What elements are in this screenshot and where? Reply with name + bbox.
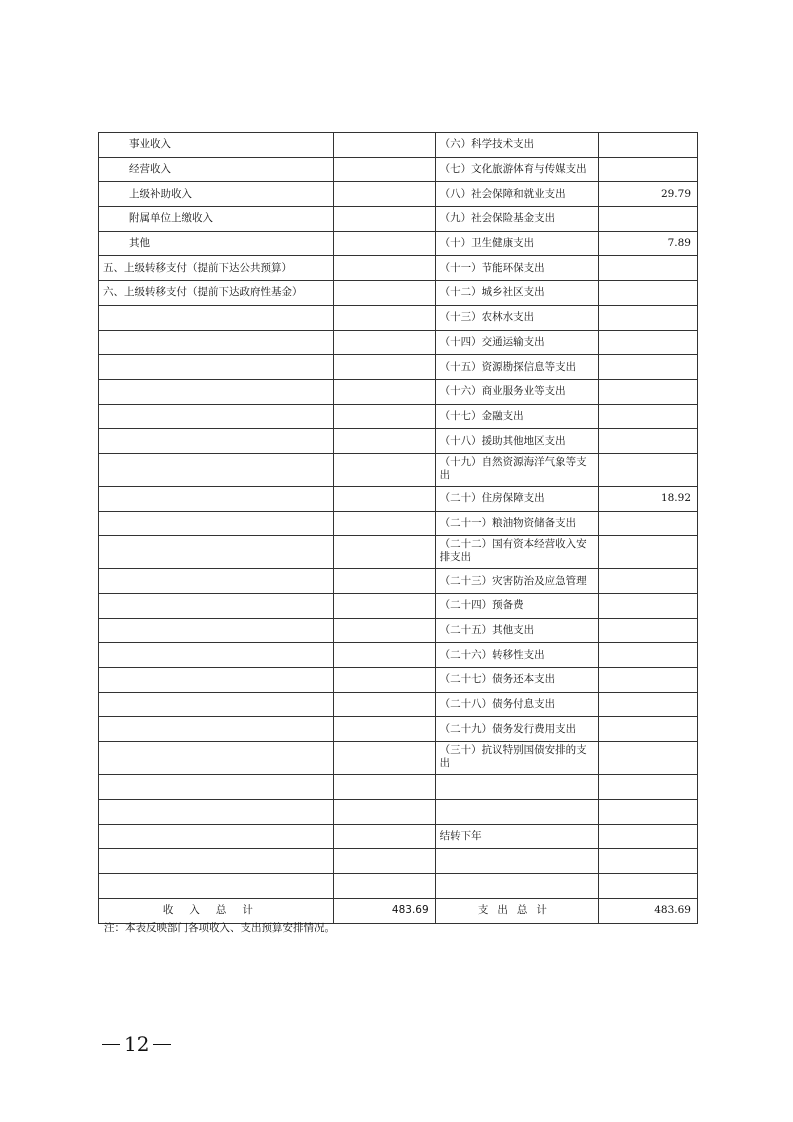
- expense-item: （十七）金融支出: [435, 404, 599, 429]
- income-item: [99, 594, 334, 619]
- table-row: [99, 207, 698, 232]
- income-amount: [333, 182, 435, 207]
- expense-amount: [599, 429, 698, 454]
- expense-item: （七）文化旅游体育与传媒支出: [435, 157, 599, 182]
- table-row: [99, 182, 698, 207]
- expense-item: （二十四）预备费: [435, 594, 599, 619]
- income-amount: [333, 429, 435, 454]
- income-item: [99, 618, 334, 643]
- income-amount: [333, 594, 435, 619]
- table-row: [99, 742, 698, 775]
- expense-item: （十二）城乡社区支出: [435, 281, 599, 306]
- expense-amount: [599, 618, 698, 643]
- table-row: [99, 305, 698, 330]
- income-amount: [333, 668, 435, 693]
- expense-item: （二十七）债务还本支出: [435, 668, 599, 693]
- income-item: [99, 569, 334, 594]
- table-row: [99, 157, 698, 182]
- expense-item: （十六）商业服务业等支出: [435, 379, 599, 404]
- income-amount: [333, 569, 435, 594]
- page-number-footer: [98, 1032, 175, 1056]
- income-item: [99, 668, 334, 693]
- expense-amount: [599, 594, 698, 619]
- income-amount: [333, 453, 435, 486]
- income-amount: [333, 281, 435, 306]
- expense-amount: 7.89: [599, 231, 698, 256]
- table-row: [99, 231, 698, 256]
- income-amount: [333, 536, 435, 569]
- table-row: [99, 404, 698, 429]
- expense-amount: [599, 305, 698, 330]
- expense-item: （十四）交通运输支出: [435, 330, 599, 355]
- table-row: [99, 873, 698, 898]
- expense-amount: [599, 404, 698, 429]
- income-item: 附属单位上缴收入: [99, 207, 334, 232]
- table-note: 注：本表反映部门各项收入、支出预算安排情况。: [104, 922, 335, 934]
- expense-amount: [599, 668, 698, 693]
- expense-item: （二十六）转移性支出: [435, 643, 599, 668]
- expense-amount: [599, 330, 698, 355]
- table-row: [99, 643, 698, 668]
- income-item: [99, 873, 334, 898]
- table-row: [99, 717, 698, 742]
- income-amount: [333, 873, 435, 898]
- income-amount: [333, 643, 435, 668]
- income-amount: [333, 355, 435, 380]
- expense-amount: [599, 775, 698, 800]
- income-item: [99, 429, 334, 454]
- table-row: [99, 775, 698, 800]
- income-amount: [333, 133, 435, 158]
- income-item: 六、上级转移支付（提前下达政府性基金）: [99, 281, 334, 306]
- expense-item: （九）社会保险基金支出: [435, 207, 599, 232]
- expense-amount: [599, 453, 698, 486]
- expense-item: （二十五）其他支出: [435, 618, 599, 643]
- income-item: [99, 536, 334, 569]
- income-item: [99, 849, 334, 874]
- expense-amount: 18.92: [599, 486, 698, 511]
- income-item: [99, 486, 334, 511]
- table-row: [99, 618, 698, 643]
- income-total-label: 收入总计: [99, 898, 334, 923]
- income-total-value: 483.69: [333, 898, 435, 923]
- expense-total-label: 支出总计: [435, 898, 599, 923]
- expense-item: （十九）自然资源海洋气象等支出: [435, 453, 599, 486]
- income-item: [99, 330, 334, 355]
- expense-amount: [599, 511, 698, 536]
- expense-amount: [599, 799, 698, 824]
- table-row: [99, 355, 698, 380]
- income-item: 经营收入: [99, 157, 334, 182]
- income-item: [99, 355, 334, 380]
- expense-item: （二十三）灾害防治及应急管理: [435, 569, 599, 594]
- table-row: [99, 330, 698, 355]
- expense-item: （十五）资源勘探信息等支出: [435, 355, 599, 380]
- expense-amount: [599, 207, 698, 232]
- income-item: [99, 643, 334, 668]
- income-amount: [333, 618, 435, 643]
- income-amount: [333, 849, 435, 874]
- expense-amount: [599, 849, 698, 874]
- table-row: [99, 824, 698, 849]
- income-amount: [333, 207, 435, 232]
- income-item: 其他: [99, 231, 334, 256]
- expense-item: [435, 849, 599, 874]
- income-amount: [333, 742, 435, 775]
- expense-amount: [599, 873, 698, 898]
- table-row: [99, 799, 698, 824]
- income-amount: [333, 692, 435, 717]
- income-amount: [333, 305, 435, 330]
- table-row: [99, 569, 698, 594]
- table-row: [99, 453, 698, 486]
- expense-item: （十一）节能环保支出: [435, 256, 599, 281]
- table-row: [99, 133, 698, 158]
- expense-amount: [599, 281, 698, 306]
- income-amount: [333, 486, 435, 511]
- table-row: [99, 379, 698, 404]
- page-number: 12: [124, 1032, 150, 1056]
- income-amount: [333, 775, 435, 800]
- expense-item: （十）卫生健康支出: [435, 231, 599, 256]
- expense-item: 结转下年: [435, 824, 599, 849]
- income-amount: [333, 717, 435, 742]
- table-row: [99, 511, 698, 536]
- expense-item: （二十八）债务付息支出: [435, 692, 599, 717]
- income-amount: [333, 824, 435, 849]
- expense-amount: [599, 355, 698, 380]
- expense-item: [435, 873, 599, 898]
- expense-item: [435, 775, 599, 800]
- expense-item: [435, 799, 599, 824]
- expense-item: （十八）援助其他地区支出: [435, 429, 599, 454]
- expense-amount: [599, 824, 698, 849]
- table-row: [99, 256, 698, 281]
- expense-amount: [599, 133, 698, 158]
- expense-item: （十三）农林水支出: [435, 305, 599, 330]
- expense-item: （二十九）债务发行费用支出: [435, 717, 599, 742]
- income-amount: [333, 231, 435, 256]
- income-item: [99, 692, 334, 717]
- income-amount: [333, 511, 435, 536]
- income-amount: [333, 404, 435, 429]
- expense-amount: [599, 569, 698, 594]
- table-row: [99, 692, 698, 717]
- expense-amount: [599, 742, 698, 775]
- income-item: [99, 453, 334, 486]
- table-row: [99, 536, 698, 569]
- income-item: [99, 404, 334, 429]
- income-item: [99, 824, 334, 849]
- table-row: [99, 594, 698, 619]
- expense-item: （二十二）国有资本经营收入安排支出: [435, 536, 599, 569]
- income-item: [99, 742, 334, 775]
- expense-item: （二十一）粮油物资储备支出: [435, 511, 599, 536]
- expense-item: （六）科学技术支出: [435, 133, 599, 158]
- right-dash: [153, 1044, 171, 1045]
- income-amount: [333, 379, 435, 404]
- table-row: [99, 486, 698, 511]
- expense-item: （二十）住房保障支出: [435, 486, 599, 511]
- income-amount: [333, 256, 435, 281]
- table-row: [99, 281, 698, 306]
- expense-item: （三十）抗议特别国债安排的支出: [435, 742, 599, 775]
- left-dash: [102, 1044, 120, 1045]
- table-row: [99, 849, 698, 874]
- expense-amount: [599, 692, 698, 717]
- income-item: [99, 305, 334, 330]
- expense-item: （八）社会保障和就业支出: [435, 182, 599, 207]
- income-amount: [333, 799, 435, 824]
- expense-amount: [599, 256, 698, 281]
- income-item: [99, 511, 334, 536]
- income-item: 上级补助收入: [99, 182, 334, 207]
- income-item: 五、上级转移支付（提前下达公共预算）: [99, 256, 334, 281]
- expense-amount: 29.79: [599, 182, 698, 207]
- income-item: [99, 379, 334, 404]
- expense-total-value: 483.69: [599, 898, 698, 923]
- expense-amount: [599, 536, 698, 569]
- table-row: [99, 668, 698, 693]
- income-amount: [333, 330, 435, 355]
- expense-amount: [599, 717, 698, 742]
- budget-table: [98, 132, 698, 924]
- income-item: [99, 775, 334, 800]
- table-row: [99, 429, 698, 454]
- expense-amount: [599, 643, 698, 668]
- income-amount: [333, 157, 435, 182]
- expense-amount: [599, 157, 698, 182]
- income-item: [99, 799, 334, 824]
- income-item: [99, 717, 334, 742]
- table-body: [99, 133, 698, 899]
- expense-amount: [599, 379, 698, 404]
- income-item: 事业收入: [99, 133, 334, 158]
